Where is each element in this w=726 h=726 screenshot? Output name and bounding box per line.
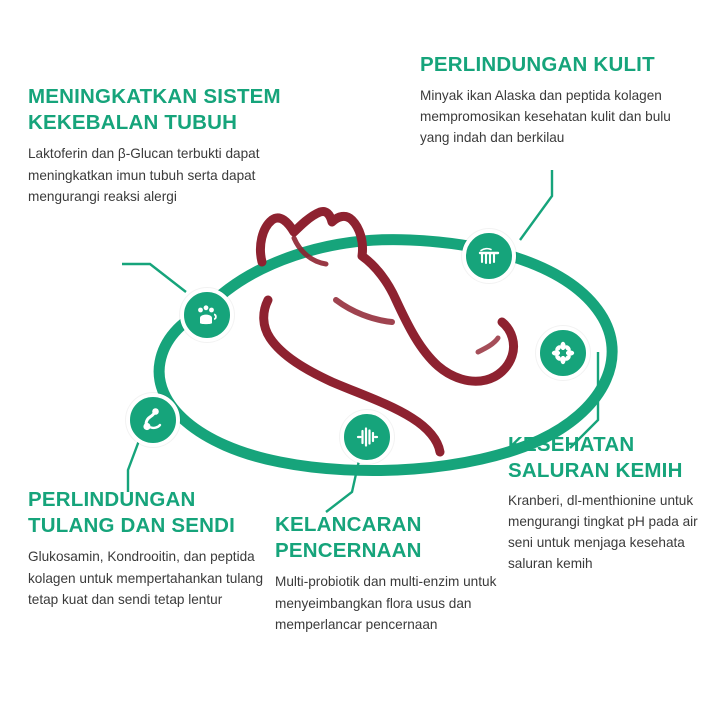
callout-urinary: [508, 432, 718, 575]
callout-immune-title: MENINGKATKAN SISTEM KEKEBALAN TUBUH: [28, 85, 281, 135]
fur-comb-icon[interactable]: [462, 229, 516, 283]
callout-immune-body: Laktoferin dan β-Glucan terbukti dapat meningkatkan imun tubuh serta dapat mengurangi reaksi alergi: [28, 146, 260, 204]
callout-digest-title: KELANCARAN PENCERNAAN: [275, 513, 422, 563]
leader-line-skin: [520, 170, 552, 240]
leader-line-immune: [122, 264, 186, 292]
bone-joint-icon[interactable]: [126, 393, 180, 447]
callout-skin-body: Minyak ikan Alaska dan peptida kolagen mempromosikan kesehatan kulit dan bulu yang indah dan berkilau: [420, 88, 671, 146]
callout-skin: [420, 52, 682, 148]
callout-bone: [28, 487, 276, 610]
callout-digest-body: Multi-probiotik dan multi-enzim untuk menyeimbangkan flora usus dan memperlancar pencernaan: [275, 574, 497, 632]
callout-bone-title: PERLINDUNGAN TULANG DAN SENDI: [28, 488, 236, 538]
callout-urinary-title: KESEHATAN SALURAN KEMIH: [508, 433, 683, 482]
immune-paw-icon[interactable]: [180, 288, 234, 342]
callout-digest: [275, 512, 507, 635]
leader-line-bone: [128, 438, 140, 492]
callout-immune: [28, 84, 290, 207]
callout-skin-title: PERLINDUNGAN KULIT: [420, 53, 655, 76]
intestine-icon[interactable]: [340, 410, 394, 464]
callout-urinary-body: Kranberi, dl-menthionine untuk mengurangi tingkat pH pada air seni untuk menjaga kesehata saluran kemih: [508, 493, 698, 572]
callout-bone-body: Glukosamin, Kondrooitin, dan peptida kolagen untuk mempertahankan tulang tetap kuat dan sendi tetap lentur: [28, 549, 264, 607]
cranberry-flower-icon[interactable]: [536, 326, 590, 380]
